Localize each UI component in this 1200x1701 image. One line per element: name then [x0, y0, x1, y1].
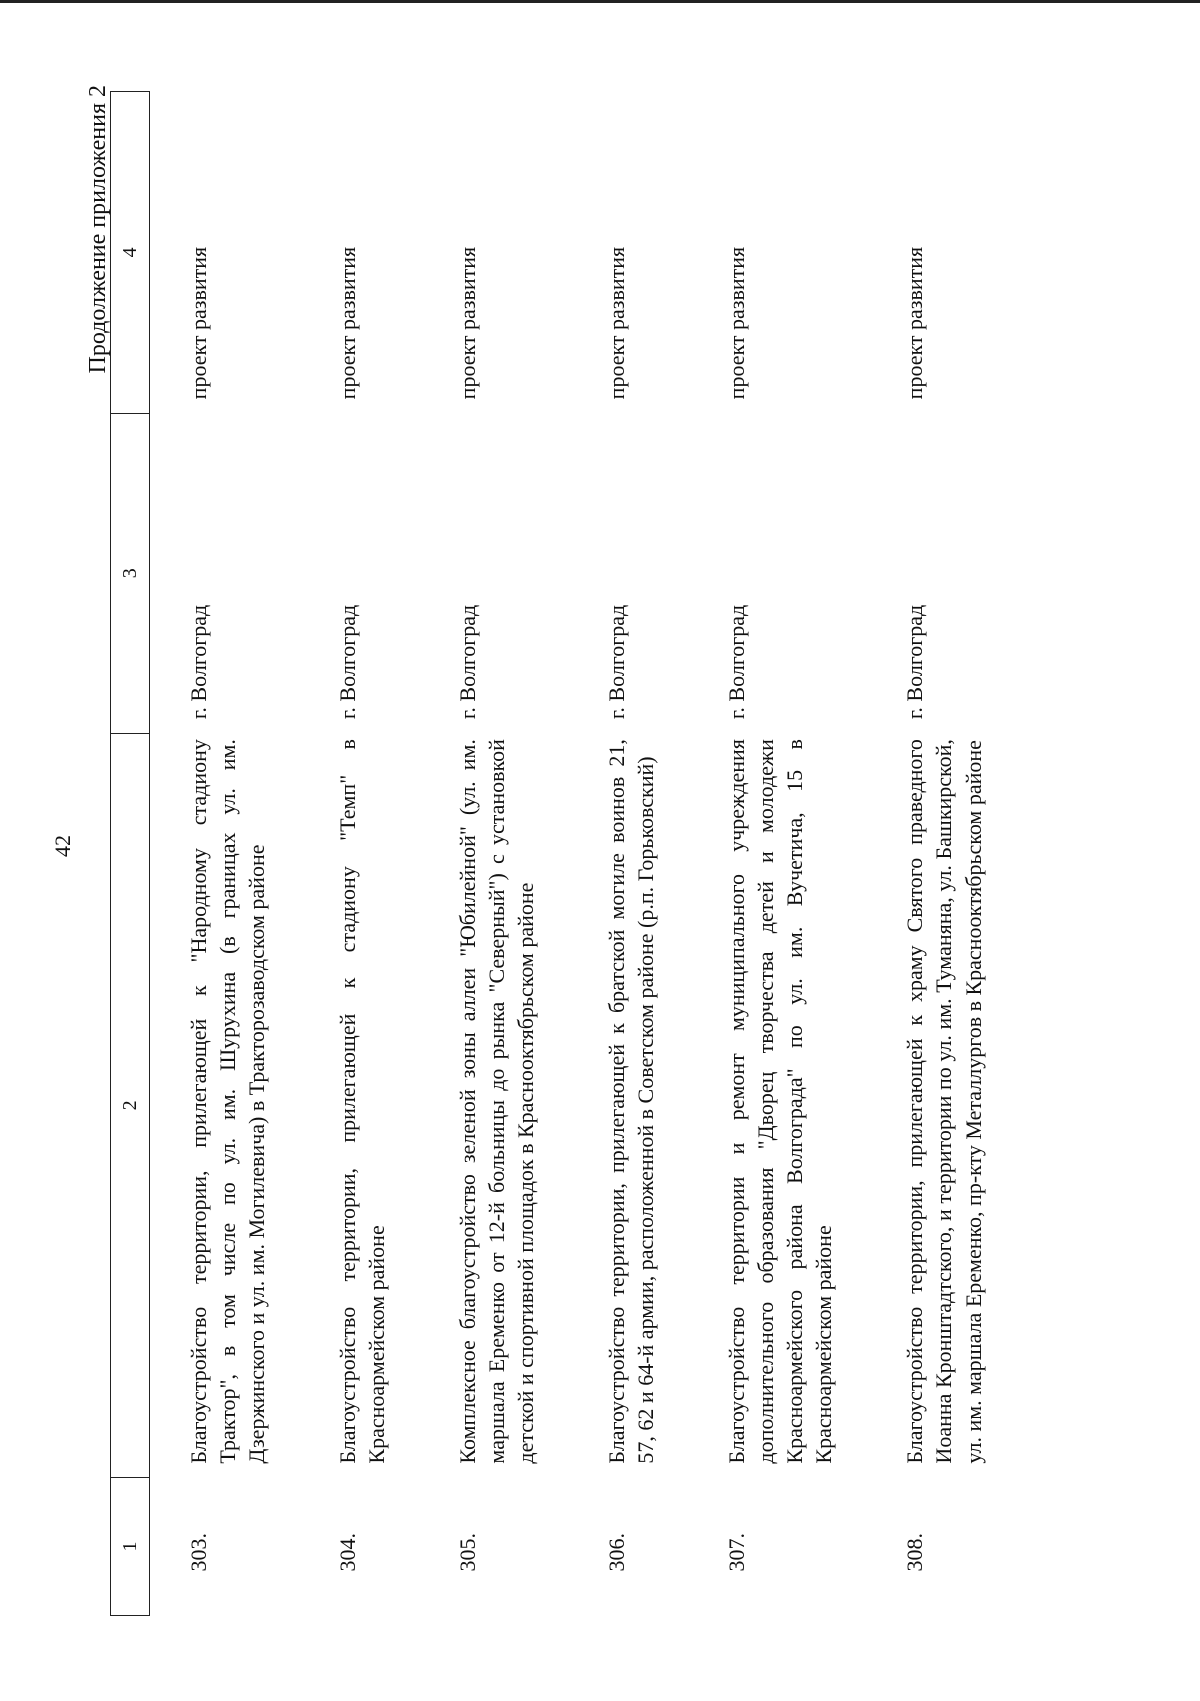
table-row	[866, 92, 1015, 1616]
table-header-row	[111, 92, 150, 1616]
row-number: 304.	[335, 1533, 361, 1572]
row-description: Благоустройство территории и ремонт муниципального учреждения дополнительного образования "Дворец творчества детей и молодежи Красноармейского района Волгограда" по ул. им. Вучетича, 15 в Красноармейском районе	[724, 739, 837, 1464]
column-header-3: 3	[111, 413, 150, 733]
continuation-label: Продолжение приложения 2	[85, 85, 111, 374]
row-type: проект развития	[902, 246, 928, 400]
row-description: Благоустройство территории, прилегающей к братской могиле воинов 21, 57, 62 и 64-й армии, расположенной в Советском районе (р.п. Горьковский)	[604, 739, 659, 1464]
table-row	[150, 92, 300, 1616]
row-number: 306.	[604, 1533, 630, 1572]
column-header-2: 2	[111, 733, 150, 1477]
column-header-4: 4	[111, 92, 150, 414]
row-city: г. Волгоград	[455, 604, 481, 720]
page-number: 42	[50, 835, 75, 857]
row-type: проект развития	[604, 246, 630, 400]
row-city: г. Волгоград	[335, 604, 361, 720]
row-type: проект развития	[335, 246, 361, 400]
row-type: проект развития	[724, 246, 750, 400]
row-description: Комплексное благоустройство зеленой зоны аллеи "Юбилейной" (ул. им. маршала Еременко от 12-й больницы до рынка "Северный") с установкой детской и спортивной площадок в Краснооктябрьском районе	[455, 739, 539, 1464]
row-number: 307.	[724, 1533, 750, 1572]
row-city: г. Волгоград	[186, 604, 211, 720]
table-row	[419, 92, 568, 1616]
row-type: проект развития	[186, 246, 211, 400]
row-city: г. Волгоград	[724, 604, 750, 720]
table-row	[688, 92, 866, 1616]
row-description: Благоустройство территории, прилегающей к стадиону "Темп" в Красноармейском районе	[335, 739, 390, 1464]
row-city: г. Волгоград	[902, 604, 928, 720]
row-description: Благоустройство территории, прилегающей к "Народному стадиону Трактор", в том числе по ул. им. Шурухина (в границах ул. им. Дзержинского и ул. им. Могилевича) в Тракторозаводском районе	[186, 739, 270, 1464]
row-number: 308.	[902, 1533, 928, 1572]
row-number: 305.	[455, 1533, 481, 1572]
table-row	[299, 92, 419, 1616]
table-row	[568, 92, 688, 1616]
appendix-table	[110, 91, 1016, 1616]
row-description: Благоустройство территории, прилегающей к храму Святого праведного Иоанна Кронштадтского, и территории по ул. им. Туманяна, ул. Башкирской, ул. им. маршала Еременко, пр-кту Металлургов в Краснооктябрьском районе	[902, 739, 986, 1464]
row-city: г. Волгоград	[604, 604, 630, 720]
row-number: 303.	[186, 1533, 211, 1572]
appendix-table-container	[110, 91, 1016, 1616]
column-header-1: 1	[111, 1478, 150, 1616]
row-type: проект развития	[455, 246, 481, 400]
